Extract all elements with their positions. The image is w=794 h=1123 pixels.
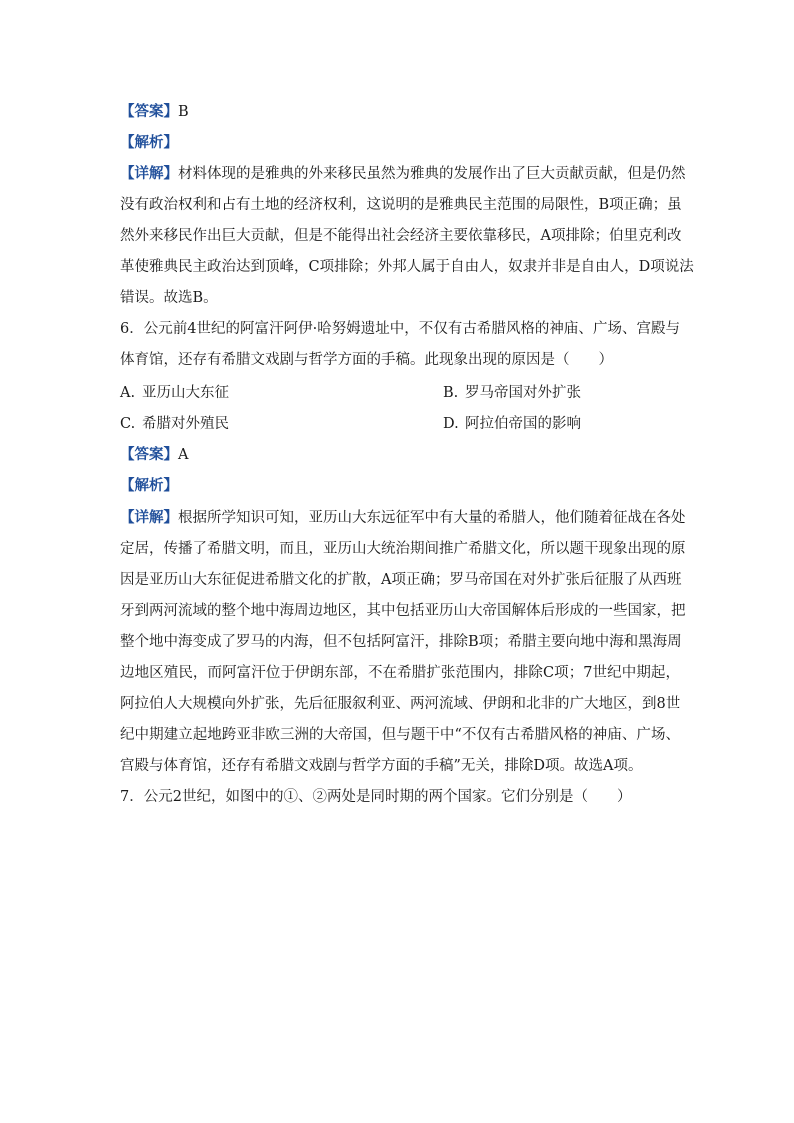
q6-detail-line-9: 宫殿与体育馆，还存有希腊文戏剧与哲学方面的手稿”无关，排除D项。故选A项。 <box>120 758 643 774</box>
detail-text: 根据所学知识可知，亚历山大东远征军中有大量的希腊人，他们随着征战在各处 <box>178 510 686 526</box>
q6-detail-line-7: 阿拉伯人大规模向外扩张，先后征服叙利亚、两河流域、伊朗和北非的广大地区，到8世 <box>120 696 681 712</box>
detail-tag: 【详解】 <box>120 165 178 182</box>
analysis-tag: 【解析】 <box>120 134 178 151</box>
answer-tag: 【答案】 <box>120 103 178 120</box>
option-text: 阿拉伯帝国的影响 <box>465 416 581 432</box>
q6-option-b <box>443 381 581 405</box>
q6-detail-line-3: 因是亚历山大东征促进希腊文化的扩散，A项正确；罗马帝国在对外扩张后征服了从西班 <box>120 572 682 588</box>
analysis-tag: 【解析】 <box>120 477 178 494</box>
q6-detail-line-5: 整个地中海变成了罗马的内海，但不包括阿富汗，排除B项；希腊主要向地中海和黑海周 <box>120 634 682 650</box>
q6-detail-line-4: 牙到两河流域的整个地中海周边地区，其中包括亚历山大帝国解体后形成的一些国家，把 <box>120 603 686 619</box>
q6-stem-line-2: 体育馆，还存有希腊文戏剧与哲学方面的手稿。此现象出现的原因是（ ） <box>120 352 613 368</box>
detail-text: 材料体现的是雅典的外来移民虽然为雅典的发展作出了巨大贡献贡献，但是仍然 <box>178 166 686 182</box>
q6-option-a <box>120 381 229 405</box>
q6-analysis-line <box>120 474 680 498</box>
answer-tag: 【答案】 <box>120 446 178 463</box>
q6-stem-line-1: 6．公元前4世纪的阿富汗阿伊·哈努姆遗址中，不仅有古希腊风格的神庙、广场、宫殿与 <box>120 321 680 337</box>
q5-detail-line-5: 错误。故选B。 <box>120 290 218 306</box>
q6-option-c <box>120 412 229 436</box>
q5-answer-line <box>120 100 680 124</box>
option-label: B. <box>443 385 459 401</box>
answer-value: B <box>178 104 189 120</box>
option-text: 亚历山大东征 <box>142 385 229 401</box>
answer-value: A <box>178 447 189 463</box>
q5-analysis-line <box>120 131 680 155</box>
q5-detail-line-1 <box>120 162 686 186</box>
q6-detail-line-8: 纪中期建立起地跨亚非欧三洲的大帝国，但与题干中“不仅有古希腊风格的神庙、广场、 <box>120 727 680 743</box>
q5-detail-line-2: 没有政治权利和占有土地的经济权利，这说明的是雅典民主范围的局限性，B项正确；虽 <box>120 197 682 213</box>
q6-detail-line-2: 定居，传播了希腊文明，而且，亚历山大统治期间推广希腊文化，所以题干现象出现的原 <box>120 541 686 557</box>
q6-answer-line <box>120 443 680 467</box>
q5-detail-line-3: 然外来移民作出巨大贡献，但是不能得出社会经济主要依靠移民，A项排除；伯里克利改 <box>120 228 682 244</box>
q5-detail-line-4: 革使雅典民主政治达到顶峰，C项排除；外邦人属于自由人，奴隶并非是自由人，D项说法 <box>120 259 694 275</box>
option-text: 希腊对外殖民 <box>142 416 229 432</box>
option-label: D. <box>443 416 459 432</box>
option-label: C. <box>120 416 136 432</box>
q6-detail-line-1 <box>120 506 686 530</box>
option-text: 罗马帝国对外扩张 <box>465 385 581 401</box>
option-label: A. <box>120 385 136 401</box>
q6-detail-line-6: 边地区殖民，而阿富汗位于伊朗东部，不在希腊扩张范围内，排除C项；7世纪中期起， <box>120 665 680 681</box>
q6-option-d <box>443 412 581 436</box>
detail-tag: 【详解】 <box>120 509 178 526</box>
q7-stem-line: 7．公元2世纪，如图中的①、②两处是同时期的两个国家。它们分别是（ ） <box>120 789 632 805</box>
